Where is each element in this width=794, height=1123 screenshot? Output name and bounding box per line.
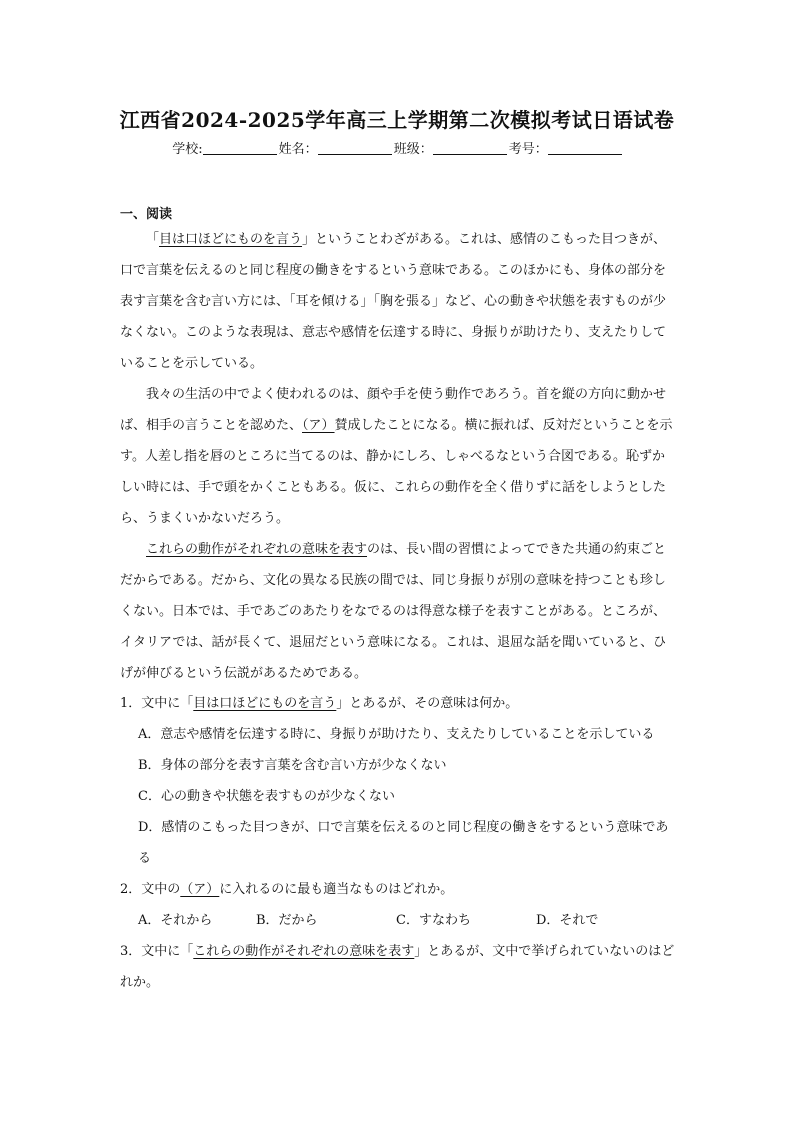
student-info-line [0, 138, 794, 157]
q2-option-d: D．それで [536, 913, 599, 928]
passage-paragraph-1: 「目は口ほどにものを言う」ということわざがある。これは、感情のこもった目つきが、口で言葉を伝えるのと同じ程度の働きをするという意味である。このほかにも、身体の部分を表す言葉を含む言い方には、「耳を傾ける」「胸を張る」など、心の動きや状態を表すものが少なくない。このような表現は、意志や感情を伝達する時に、身振りが助けたり、支えたりしていることを示している。 [120, 232, 667, 371]
blank-marker-a: （ア） [302, 418, 335, 433]
question-2: 2．文中の（ア）に入れるのに最も適当なものはどれか。 [120, 882, 454, 897]
page-title: 江西省2024-2025学年高三上学期第二次模拟考试日语试卷 [119, 108, 675, 132]
school-label: 学校: [172, 142, 203, 157]
q2-option-b: B．だから [256, 913, 318, 928]
q1-option-c: C．心の動きや状態を表すものが少なくない [138, 789, 395, 804]
passage-paragraph-3: これらの動作がそれぞれの意味を表すのは、長い間の習慣によってできた共通の約束ごとだからである。だから、文化の異なる民族の間では、同じ身振りが別の意味を持つことも珍しくない。日本では、手であごのあたりをなでるのは得意な様子を表すことがある。ところが、イタリアでは、話が長くて、退屈だという意味になる。これは、退屈な話を聞いていると、ひげが伸びるという伝説があるためである。 [120, 542, 667, 681]
number-label: 考号： [508, 142, 548, 157]
name-label: 姓名： [278, 142, 318, 157]
underlined-phrase: これらの動作がそれぞれの意味を表す [146, 542, 368, 557]
q1-option-d: D．感情のこもった目つきが、口で言葉を伝えるのと同じ程度の働きをするという意味である [138, 820, 669, 866]
name-blank [318, 142, 392, 155]
class-label: 班级： [393, 142, 433, 157]
q2-option-a: A．それから [138, 913, 213, 928]
q1-option-a: A．意志や感情を伝達する時に、身振りが助けたり、支えたりしていることを示している [138, 727, 655, 742]
q1-option-b: B．身体の部分を表す言葉を含む言い方が少なくない [138, 758, 447, 773]
q2-option-c: C．すなわち [396, 913, 471, 928]
number-blank [548, 142, 622, 155]
questions [120, 688, 676, 998]
school-blank [203, 142, 277, 155]
section-heading: 一、阅读 [120, 207, 173, 222]
reading-passage [120, 224, 676, 689]
question-3: 3．文中に「これらの動作がそれぞれの意味を表す」とあるが、文中で挙げられていないのはどれか。 [120, 944, 675, 990]
underlined-proverb: 目は口ほどにものを言う [159, 232, 303, 247]
question-1: 1．文中に「目は口ほどにものを言う」とあるが、その意味は何か。 [120, 696, 519, 711]
q2-options [138, 905, 676, 936]
class-blank [433, 142, 507, 155]
passage-paragraph-2: 我々の生活の中でよく使われるのは、顔や手を使う動作であろう。首を縦の方向に動かせば、相手の言うことを認めた、（ア）賛成したことになる。横に振れば、反対だということを示す。人差し指を唇のところに当てるのは、静かにしろ、しゃべるなという合図である。恥ずかしい時には、手で頭をかくこともある。仮に、これらの動作を全く借りずに話をしようとしたら、うまくいかないだろう。 [120, 387, 673, 526]
